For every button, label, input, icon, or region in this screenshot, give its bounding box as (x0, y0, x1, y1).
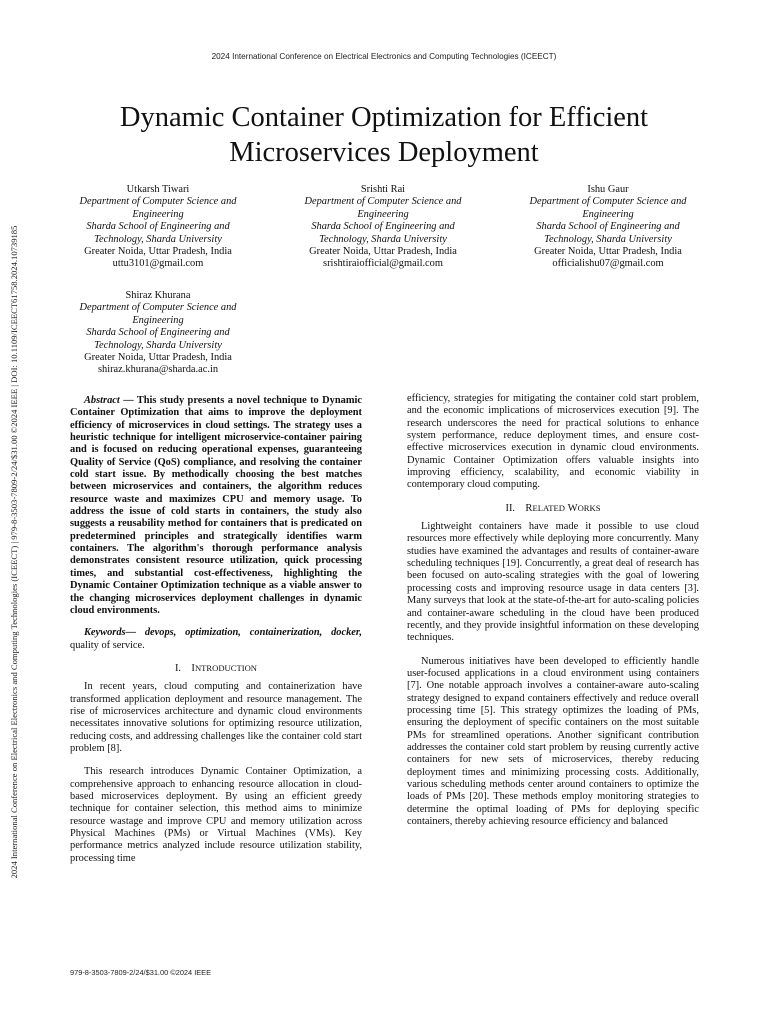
intro-paragraph-1: In recent years, cloud computing and containerization have transformed application deployment and resource management. The rise of microservices architecture and dynamic cloud environments necessitates innovative solutions for optimizing resource utilization, reducing costs, and addressing challenges like the container cold start problem [8]. (70, 681, 362, 754)
author-school: Technology, Sharda University (544, 233, 672, 245)
author-school: Sharda School of Engineering and (86, 221, 230, 233)
author-block-2 (273, 184, 493, 271)
abstract-label: Abstract (84, 395, 120, 406)
author-name: Shiraz Khurana (125, 290, 191, 301)
section-heading-introduction: I. INTRODUCTION (174, 662, 258, 674)
author-dept: Engineering (132, 314, 184, 326)
author-city: Greater Noida, Uttar Pradesh, India (309, 246, 457, 258)
author-dept: Department of Computer Science and (79, 196, 237, 208)
author-city: Greater Noida, Uttar Pradesh, India (84, 246, 232, 258)
intro-paragraph-2: This research introduces Dynamic Container Optimization, a comprehensive approach to enhancing resource allocation in cloud-based microservices deployment. By using an efficient greedy technique for container selection, this method aims to minimize resource wastage and improve CPU and memory utilization across Physical Machines (PMs) or Virtual Machines (VMs). Key performance metrics analyzed include resource utilization stability, processing time (70, 766, 362, 864)
keywords-label: Keywords (84, 627, 126, 639)
paper-title (60, 100, 708, 170)
keywords-list: devops, optimization, containerization, docker, (144, 627, 362, 639)
doi-strip-text: 2024 International Conference on Electrical Electronics and Computing Technologies (ICEECT) | 979-8-3503-7809-2/24/$31.00 ©2024 IEEE | DOI: 10.1109/ICEECT61758.2024.10739185 (9, 225, 19, 879)
author-email: shiraz.khurana@sharda.ac.in (97, 364, 219, 376)
author-dept: Engineering (582, 208, 634, 220)
author-dept: Engineering (357, 208, 409, 220)
title-line-2: Microservices Deployment (229, 137, 539, 168)
author-school: Sharda School of Engineering and (536, 221, 680, 233)
author-email: srishtiraiofficial@gmail.com (323, 258, 443, 270)
side-strip (0, 0, 28, 1024)
abstract-text: This study presents a novel technique to Dynamic Container Optimization that aims to improve the deployment efficiency of microservices in cloud settings. The strategy uses a heuristic technique for intelligent microservice-container pairing and is focused on reducing operational expenses, guaranteeing Quality of Service (QoS) compliance, and resolving the container cold start issue. By methodically choosing the best matches between microservices and containers, the algorithm reduces resource waste and maximizes CPU and memory usage. To address the issue of cold starts in containers, the study also suggests a reusability method for containers that is predicated on predetermined principles and strategically identifies warm containers. The algorithm's thorough performance analysis demonstrates consistent resource utilization, quick processing times, and substantial cost-effectiveness, highlighting the Dynamic Container Optimization technique as a viable answer to the changing microservices deployment challenges in dynamic cloud environments. (70, 395, 362, 616)
author-dept: Department of Computer Science and (79, 302, 237, 314)
author-school: Sharda School of Engineering and (311, 221, 455, 233)
author-name: Utkarsh Tiwari (126, 184, 190, 195)
author-name: Ishu Gaur (587, 184, 629, 195)
author-block-3 (498, 184, 718, 271)
author-school: Technology, Sharda University (319, 233, 447, 245)
author-dept: Engineering (132, 208, 184, 220)
author-email: officialishu07@gmail.com (552, 258, 664, 270)
author-block-4 (48, 290, 268, 377)
author-email: uttu3101@gmail.com (112, 258, 204, 270)
author-name: Srishti Rai (360, 184, 406, 195)
related-paragraph-1: Lightweight containers have made it possible to use cloud resources more effectively while deploying more concurrently. Many studies have examined the advantages and results of container-aware scheduling techniques [19]. Concurrently, a great deal of research has been focused on auto-scaling strategies with the goal of lowering processing costs and improving resource usage in data centers [3]. Many surveys that look at the state-of-the-art for auto-scaling policies and container-aware scheduling in the cloud have been produced recently, and they provide insightful information on these developing techniques. (407, 521, 699, 644)
section-heading-related-works: II. RELATED WORKS (505, 502, 601, 514)
author-city: Greater Noida, Uttar Pradesh, India (84, 352, 232, 364)
author-city: Greater Noida, Uttar Pradesh, India (534, 246, 682, 258)
author-school: Technology, Sharda University (94, 233, 222, 245)
page-footer: 979-8-3503-7809-2/24/$31.00 ©2024 IEEE (70, 968, 212, 977)
right-column (407, 393, 699, 828)
author-dept: Department of Computer Science and (529, 196, 687, 208)
author-school: Sharda School of Engineering and (86, 327, 230, 339)
intro-paragraph-continued: efficiency, strategies for mitigating the container cold start problem, and the economic implications of microservices execution [9]. The research underscores the need for practical solutions to enhance system performance, reduce deployment times, and ensure cost-effective microservices execution in dynamic cloud environments. Dynamic Container Optimization offers valuable insights into improving efficiency, scalability, and economic viability in contemporary cloud computing. (407, 393, 699, 491)
author-block-1 (48, 184, 268, 271)
title-line-1: Dynamic Container Optimization for Efficient (119, 102, 649, 133)
keywords: Keywords— devops, optimization, containerization, docker, quality of service. (70, 627, 362, 651)
author-dept: Department of Computer Science and (304, 196, 462, 208)
author-school: Technology, Sharda University (94, 339, 222, 351)
related-paragraph-2: Numerous initiatives have been developed to efficiently handle user-focused applications in a cloud environment using containers [7]. One notable approach involves a container-aware auto-scaling strategy designed to expand containers effectively and reduce overall processing time [5]. This strategy optimizes the loading of PMs, ensuring the deployment of specific containers on the most suitable PMs for streamlined operations. Another significant contribution addresses the container cold start problem by reusing currently active containers for new sets of microservices, thereby reducing deployment times and minimizing processing costs. Additionally, various scheduling methods center around containers to optimize the loads of PMs [20]. These methods employ monitoring strategies to determine the optimal loading of PMs for deploying specific containers, thereby achieving resource efficiency and balanced (407, 655, 699, 827)
conference-header: 2024 International Conference on Electrical Electronics and Computing Technologies (ICEECT) (211, 52, 557, 61)
abstract: Abstract — This study presents a novel technique to Dynamic Container Optimization that aims to improve the deployment efficiency of microservices in cloud settings. The strategy uses a heuristic technique for intelligent microservice-container pairing and is focused on reducing operational expenses, guaranteeing Quality of Service (QoS) compliance, and resolving the container cold start issue. By methodically choosing the best matches between microservices and containers, the algorithm reduces resource waste and maximizes CPU and memory usage. To address the issue of cold starts in containers, the study also suggests a reusability method for containers that is predicated on predetermined principles and strategically identifies warm containers. The algorithm's thorough performance analysis demonstrates consistent resource utilization, quick processing times, and substantial cost-effectiveness, highlighting the Dynamic Container Optimization technique as a viable answer to the changing microservices deployment challenges in dynamic cloud environments. (70, 395, 362, 616)
left-column (70, 395, 362, 865)
